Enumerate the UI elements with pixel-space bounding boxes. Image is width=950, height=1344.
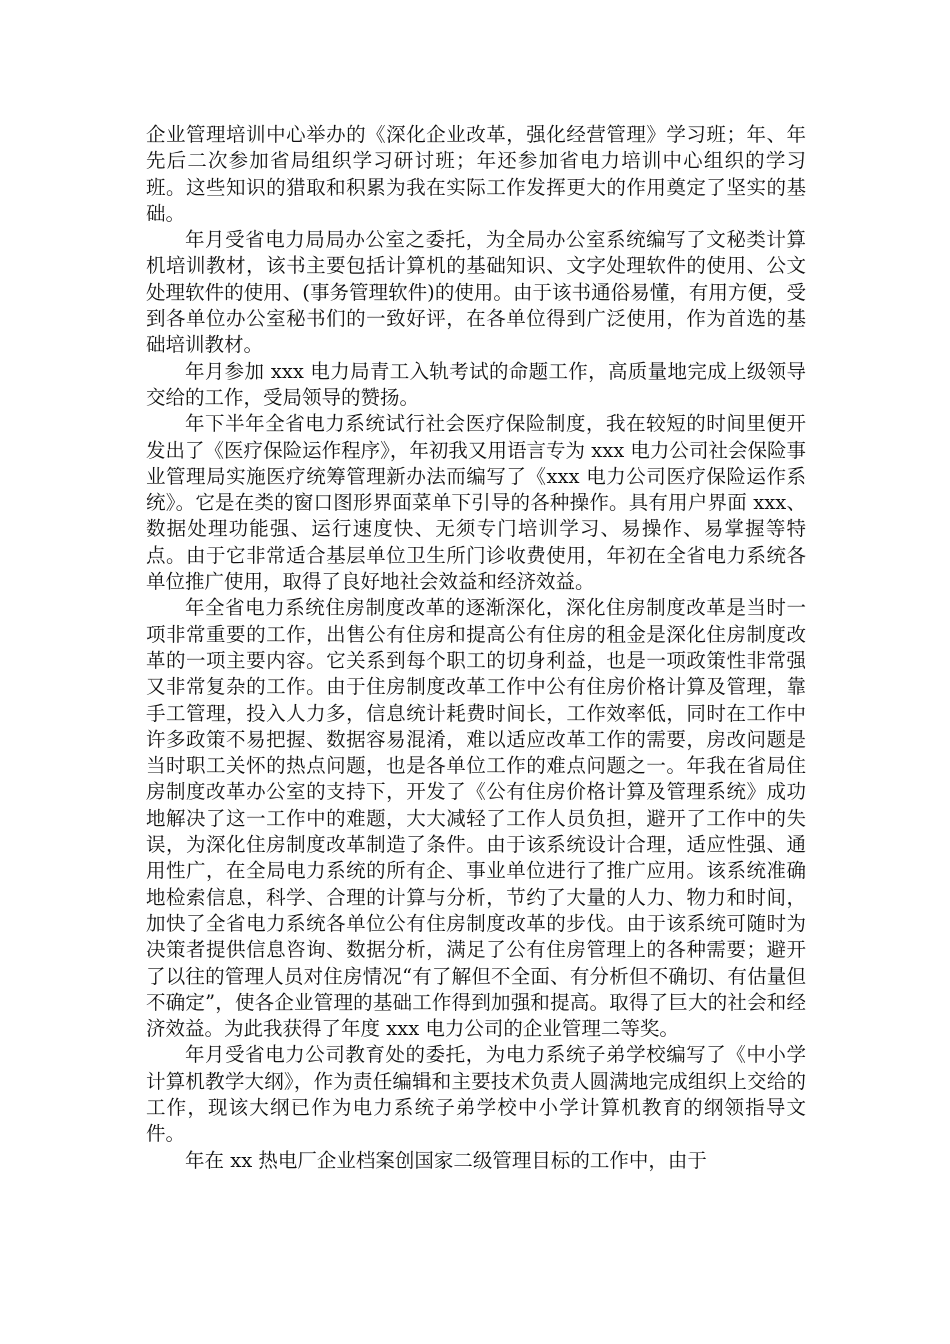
document-body [146,122,806,1174]
paragraph-training: 企业管理培训中心举办的《深化企业改革，强化经营管理》学习班；年、年先后二次参加省局组织学习研讨班；年还参加省电力培训中心组织的学习班。这些知识的猎取和积累为我在实际工作发挥更大的作用奠定了坚实的基础。 [146,123,806,225]
paragraph-housing-reform: 年全省电力系统住房制度改革的逐渐深化，深化住房制度改革是当时一项非常重要的工作，出售公有住房和提高公有住房的租金是深化住房制度改革的一项主要内容。它关系到每个职工的切身利益，也是一项政策性非常强又非常复杂的工作。由于住房制度改革工作中公有住房价格计算及管理，靠手工管理，投入人力多，信息统计耗费时间长，工作效率低，同时在工作中许多政策不易把握、数据容易混淆，难以适应改革工作的需要，房改问题是当时职工关怀的热点问题，也是各单位工作的难点问题之一。年我在省局住房制度改革办公室的支持下，开发了《公有住房价格计算及管理系统》成功地解决了这一工作中的难题，大大减轻了工作人员负担，避开了工作中的失误，为深化住房制度改革制造了条件。由于该系统设计合理，适应性强、通用性广，在全局电力系统的所有企、事业单位进行了推广应用。该系统准确地检索信息，科学、合理的计算与分析，节约了大量的人力、物力和时间，加快了全省电力系统各单位公有住房制度改革的步伐。由于该系统可随时为决策者提供信息咨询、数据分析，满足了公有住房管理上的各种需要；避开了以往的管理人员对住房情况“有了解但不全面、有分析但不确切、有估量但不确定”，使各企业管理的基础工作得到加强和提高。取得了巨大的社会和经济效益。为此我获得了年度 xxx 电力公司的企业管理二等奖。 [146,596,806,1041]
paragraph-syllabus: 年月受省电力公司教育处的委托，为电力系统子弟学校编写了《中小学计算机教学大纲》，作为责任编辑和主要技术负责人圆满地完成组织上交给的工作，现该大纲已作为电力系统子弟学校中小学计算机教育的纲领指导文件。 [146,1043,806,1146]
paragraph-textbook: 年月受省电力局局办公室之委托，为全局办公室系统编写了文秘类计算机培训教材，该书主要包括计算机的基础知识、文字处理软件的使用、公文处理软件的使用、(事务管理软件)的使用。由于该书通俗易懂，有用方便，受到各单位办公室秘书们的一致好评，在各单位得到广泛使用，作为首选的基础培训教材。 [146,228,806,357]
paragraph-exam: 年月参加 xxx 电力局青工入轨考试的命题工作，高质量地完成上级领导交给的工作，受局领导的赞扬。 [146,359,806,409]
paragraph-medical-insurance: 年下半年全省电力系统试行社会医疗保险制度，我在较短的时间里便开发出了《医疗保险运作程序》，年初我又用语言专为 xxx 电力公司社会保险事业管理局实施医疗统筹管理新办法而编写了《xxx 电力公司医疗保险运作系统》。它是在类的窗口图形界面菜单下引导的各种操作。具有用户界面 xxx、数据处理功能强、运行速度快、无须专门培训学习、易操作、易掌握等特点。由于它非常适合基层单位卫生所门诊收费使用，年初在全省电力系统各单位推广使用，取得了良好地社会效益和经济效益。 [146,412,806,594]
paragraph-archive: 年在 xx 热电厂企业档案创国家二级管理目标的工作中，由于 [185,1148,707,1172]
